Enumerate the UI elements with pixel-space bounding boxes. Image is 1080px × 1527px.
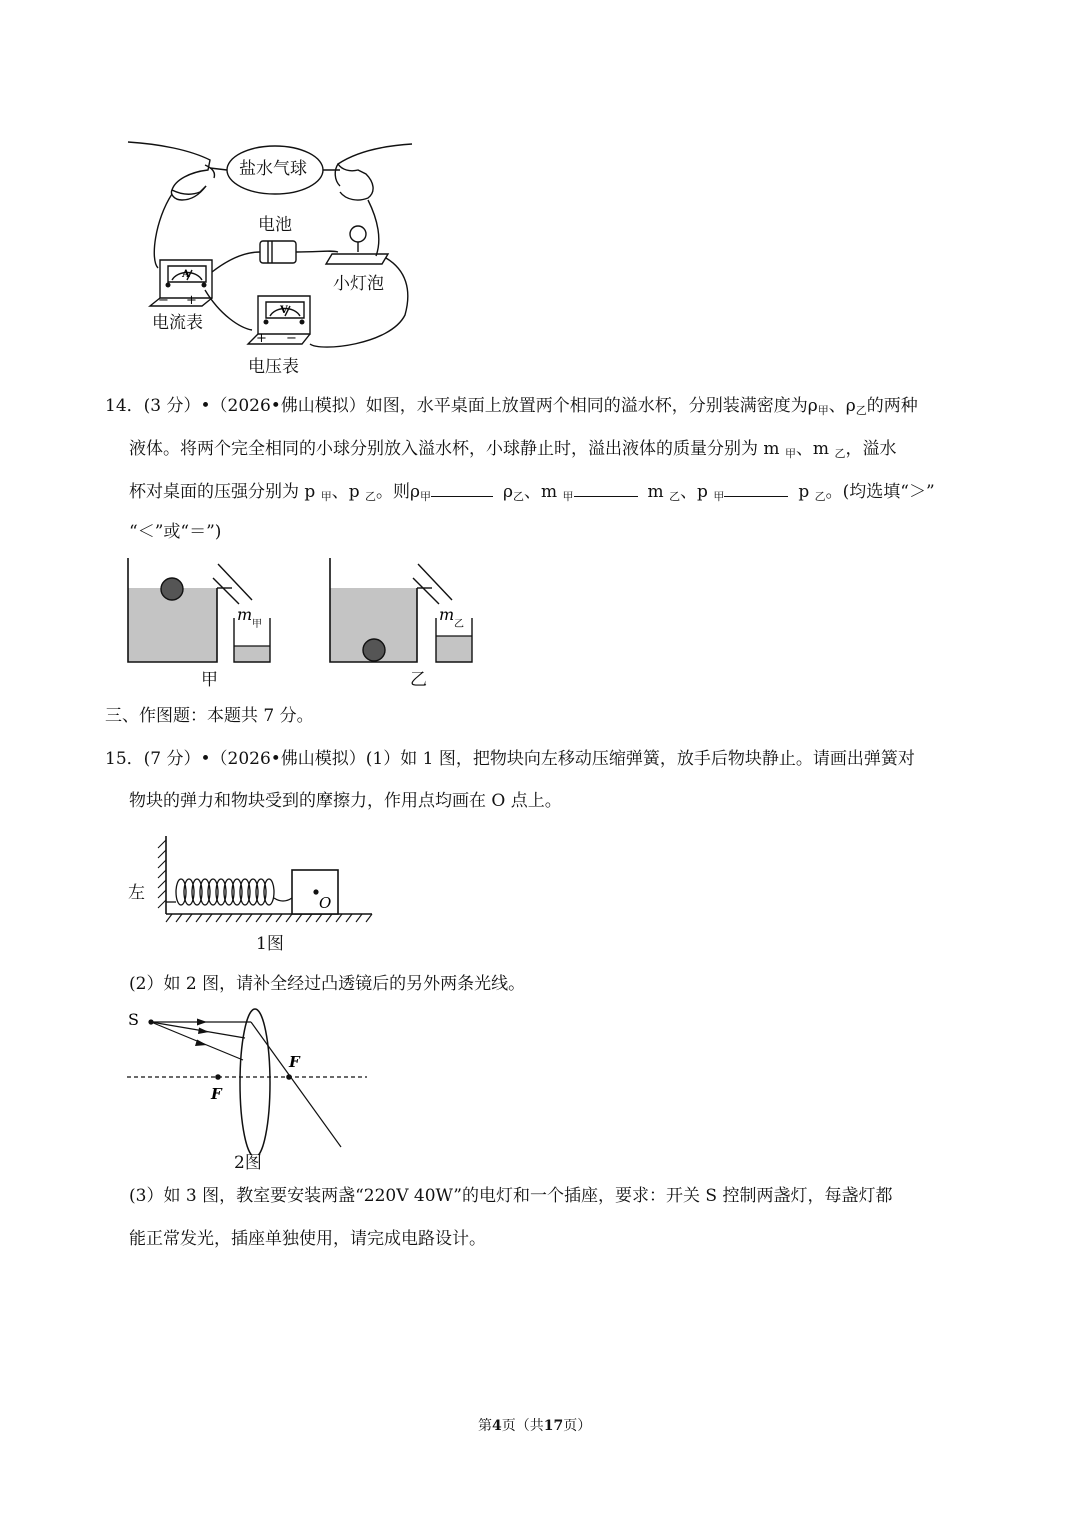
answer-blank-2[interactable]	[574, 480, 638, 497]
focus-left-label: F	[211, 1085, 222, 1103]
left-hand	[128, 142, 210, 194]
lens-figure	[125, 1005, 370, 1155]
left-m-label: m	[237, 605, 253, 624]
battery-label: 电池	[258, 215, 292, 235]
left-label: 左	[128, 883, 145, 903]
point-o	[313, 889, 318, 894]
battery-body	[260, 241, 296, 263]
wire-right	[368, 200, 379, 256]
balloon-label: 盐水气球	[239, 159, 307, 179]
overflow-cups-figure	[120, 556, 490, 668]
fig1-caption: 1图	[256, 934, 284, 954]
focus-right-label: F	[289, 1053, 300, 1071]
q14-line1: 14．(3 分）•（2026•佛山模拟）如图，水平桌面上放置两个相同的溢水杯，分别装满密度为ρ甲、ρ乙的两种	[105, 396, 918, 417]
fig2-caption: 2图	[234, 1153, 262, 1173]
spring	[166, 879, 292, 905]
convex-lens	[240, 1009, 270, 1155]
section-heading: 三、作图题：本题共 7 分。	[105, 706, 314, 726]
source-label: S	[128, 1010, 139, 1029]
cup-label-left: 甲	[201, 670, 218, 690]
q15-part3-line2: 能正常发光，插座单独使用，请完成电路设计。	[129, 1229, 486, 1249]
right-m-label: m	[439, 605, 455, 624]
ammeter-minus: −	[158, 293, 169, 308]
page-footer: 第4页（共17页）	[478, 1418, 592, 1434]
bulb-label: 小灯泡	[333, 274, 384, 294]
spring-block-figure	[150, 832, 375, 932]
voltmeter-plus: +	[256, 331, 267, 346]
page-total: 17	[543, 1418, 564, 1434]
ammeter-symbol: A	[182, 269, 190, 280]
answer-blank-3[interactable]	[724, 480, 788, 497]
bulb-glass	[350, 226, 366, 242]
right-m-sub: 乙	[454, 619, 464, 630]
q15-line2: 物块的弹力和物块受到的摩擦力，作用点均画在 O 点上。	[129, 791, 562, 811]
q14-line2: 液体。将两个完全相同的小球分别放入溢水杯，小球静止时，溢出液体的质量分别为 m 甲、m 乙，溢水	[129, 439, 897, 460]
q15-line1: 15．(7 分）•（2026•佛山模拟）(1）如 1 图，把物块向左移动压缩弹簧，放手后物块静止。请画出弹簧对	[105, 749, 915, 769]
left-ball	[161, 578, 183, 600]
bulb-base	[326, 254, 388, 264]
voltmeter-label: 电压表	[248, 357, 299, 377]
point-o-label: O	[319, 894, 332, 912]
q15-part2: (2）如 2 图，请补全经过凸透镜后的另外两条光线。	[129, 974, 526, 994]
voltmeter-minus: −	[286, 331, 297, 346]
cup-label-right: 乙	[410, 670, 427, 690]
q15-part3-line1: (3）如 3 图，教室要安装两盏“220V 40W”的电灯和一个插座，要求：开关 S 控制两盏灯，每盏灯都	[129, 1186, 893, 1206]
wire-left	[154, 194, 172, 268]
left-m-sub: 甲	[252, 619, 262, 630]
page-number: 4	[492, 1418, 502, 1434]
q14-line4: “＜”或“＝”)	[129, 522, 222, 542]
voltmeter-symbol: V	[280, 305, 288, 316]
ammeter-label: 电流表	[152, 313, 203, 333]
right-hand	[338, 144, 412, 200]
answer-blank-1[interactable]	[431, 480, 493, 497]
q14-line3: 杯对桌面的压强分别为 p 甲、p 乙。则ρ甲 ρ乙、m 甲 m 乙、p 甲 p 乙。(均选填“＞”	[129, 482, 935, 503]
right-ball	[363, 639, 385, 661]
ammeter-plus: +	[186, 293, 197, 308]
